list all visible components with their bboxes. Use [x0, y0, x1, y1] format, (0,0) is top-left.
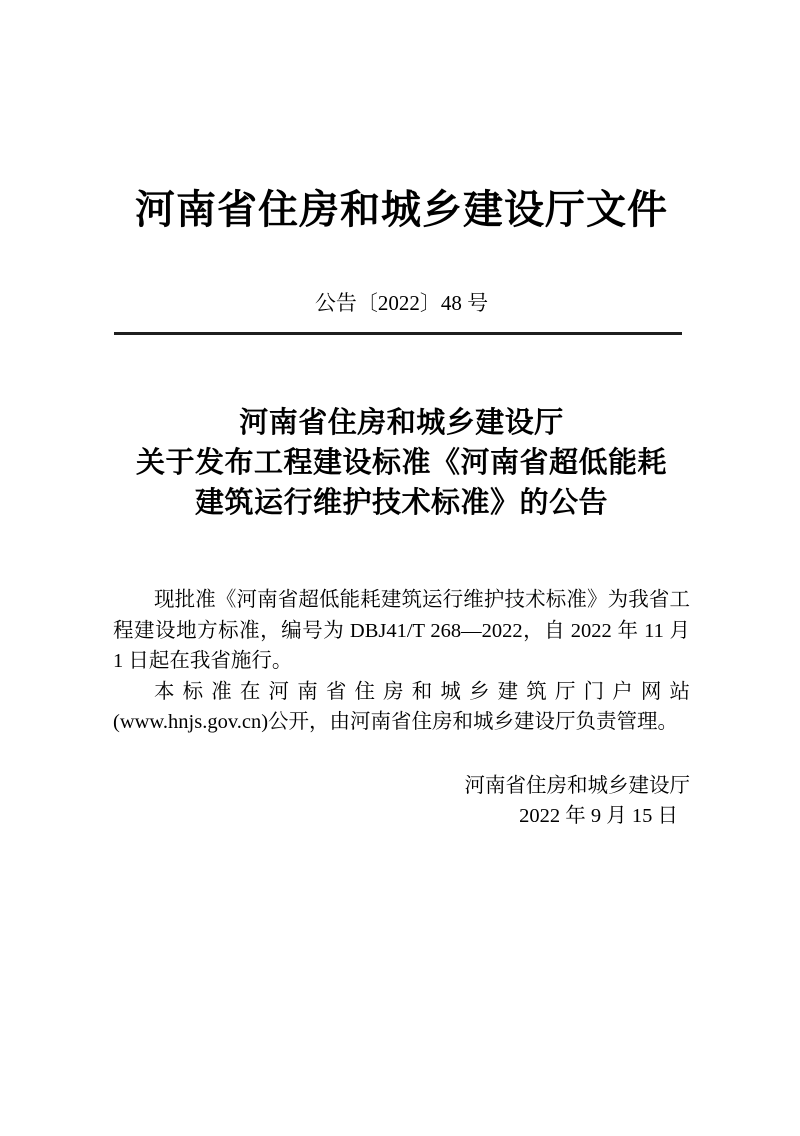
- doc-number: 公告〔2022〕48 号: [314, 291, 489, 315]
- announcement-title-line: 河南省住房和城乡建设厅: [239, 407, 564, 439]
- signature-org: 河南省住房和城乡建设厅: [464, 774, 690, 797]
- announcement-title-line: 建筑运行维护技术标准》的公告: [194, 487, 608, 519]
- signature-date: 2022 年 9 月 15 日: [519, 804, 678, 827]
- signature-block: [113, 771, 690, 831]
- header-divider: [114, 332, 682, 335]
- announcement-title-line: 关于发布工程建设标准《河南省超低能耗: [135, 447, 667, 479]
- announcement-title: [113, 403, 690, 523]
- body-paragraph-1: 现批准《河南省超低能耗建筑运行维护技术标准》为我省工程建设地方标准，编号为 DBJ41/T 268—2022，自 2022 年 11 月 1 日起在我省施行。: [113, 589, 690, 672]
- agency-header-title: 河南省住房和城乡建设厅文件: [135, 187, 668, 232]
- body-text: [113, 585, 690, 738]
- body-paragraph-2: 本标准在河南省住房和城乡建筑厅门户网站(www.hnjs.gov.cn)公开，由河南省住房和城乡建设厅负责管理。: [113, 680, 690, 733]
